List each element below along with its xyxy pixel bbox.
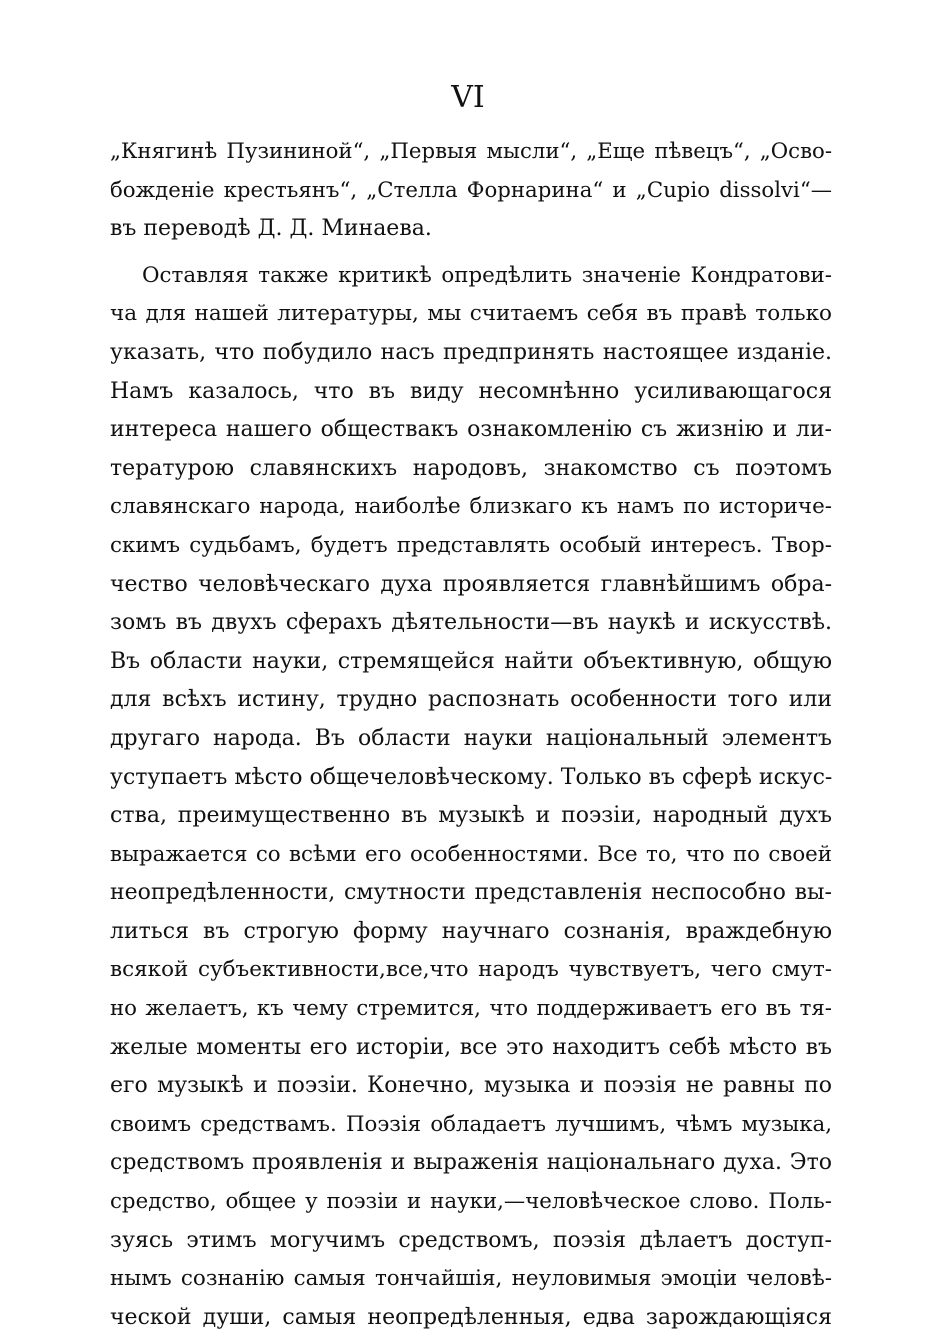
text-line: Намъ казалось, что въ виду несомнѣнно усиливающагося (110, 378, 832, 404)
text-line: ческой души, самыя неопредѣленныя, едва зарождающіяся (110, 1304, 832, 1330)
text-line: зуясь этимъ могучимъ средствомъ, поэзія дѣлаетъ доступ- (110, 1227, 832, 1253)
page-number: VI (451, 80, 485, 115)
text-line: всякой субъективности,все,что народъ чувствуетъ, чего смут- (110, 957, 832, 983)
text-line: Оставляя также критикѣ опредѣлить значеніе Кондратови- (142, 262, 832, 288)
text-line: неопредѣленности, смутности представленія неспособно вы- (110, 880, 832, 906)
text-line: средство, общее у поэзіи и науки,—человѣческое слово. Поль- (110, 1189, 832, 1215)
paragraph (110, 257, 832, 1337)
text-line: своимъ средствамъ. Поэзія обладаетъ лучшимъ, чѣмъ музыка, (110, 1111, 832, 1137)
text-line: ча для нашей литературы, мы считаемъ себя въ правѣ только (110, 301, 832, 327)
paragraph (110, 133, 832, 249)
text-line: уступаетъ мѣсто общечеловѣческому. Только въ сферѣ искус- (110, 764, 832, 790)
text-line: Въ области науки, стремящейся найти объективную, общую (110, 648, 832, 674)
text-line: зомъ въ двухъ сферахъ дѣятельности—въ наукѣ и искусствѣ. (110, 610, 832, 636)
text-line: интереса нашего обществакъ ознакомленію съ жизнію и ли- (110, 417, 832, 443)
text-line: для всѣхъ истину, трудно распознать особенности того или (110, 687, 832, 713)
text-line: ства, преимущественно въ музыкѣ и поэзіи, народный духъ (110, 803, 832, 829)
body-text (110, 133, 832, 1337)
text-line: литься въ строгую форму научнаго сознанія, враждебную (110, 918, 832, 944)
text-line: выражается со всѣми его особенностями. Все то, что по своей (110, 841, 832, 867)
paragraph-gap (110, 249, 832, 257)
text-line: его музыкѣ и поэзіи. Конечно, музыка и поэзія не равны по (110, 1073, 832, 1099)
text-line: тературою славянскихъ народовъ, знакомство съ поэтомъ (110, 455, 832, 481)
text-line: желые моменты его исторіи, все это находитъ себѣ мѣсто въ (110, 1034, 832, 1060)
text-line: нымъ сознанію самыя тончайшія, неуловимыя эмоціи человѣ- (110, 1266, 832, 1292)
text-line: чество человѣческаго духа проявляется главнѣйшимъ обра- (110, 571, 832, 597)
text-line: но желаетъ, къ чему стремится, что поддерживаетъ его въ тя- (110, 996, 832, 1022)
text-line: другаго народа. Въ области науки національный элементъ (110, 725, 832, 751)
text-line: указать, что побудило насъ предпринять настоящее изданіе. (110, 339, 832, 365)
text-line: средствомъ проявленія и выраженія національнаго духа. Это (110, 1150, 832, 1176)
text-line: скимъ судьбамъ, будетъ представлять особый интересъ. Твор- (110, 532, 832, 558)
text-line: въ переводѣ Д. Д. Минаева. (110, 216, 432, 242)
text-line: славянскаго народа, наиболѣе близкаго къ намъ по историче- (110, 494, 832, 520)
text-line: „Княгинѣ Пузининой“, „Первыя мысли“, „Еще пѣвецъ“, „Осво- (110, 139, 832, 164)
text-line: божденіе крестьянъ“, „Стелла Форнарина“ и „Cupio dissolvi“— (110, 177, 832, 203)
